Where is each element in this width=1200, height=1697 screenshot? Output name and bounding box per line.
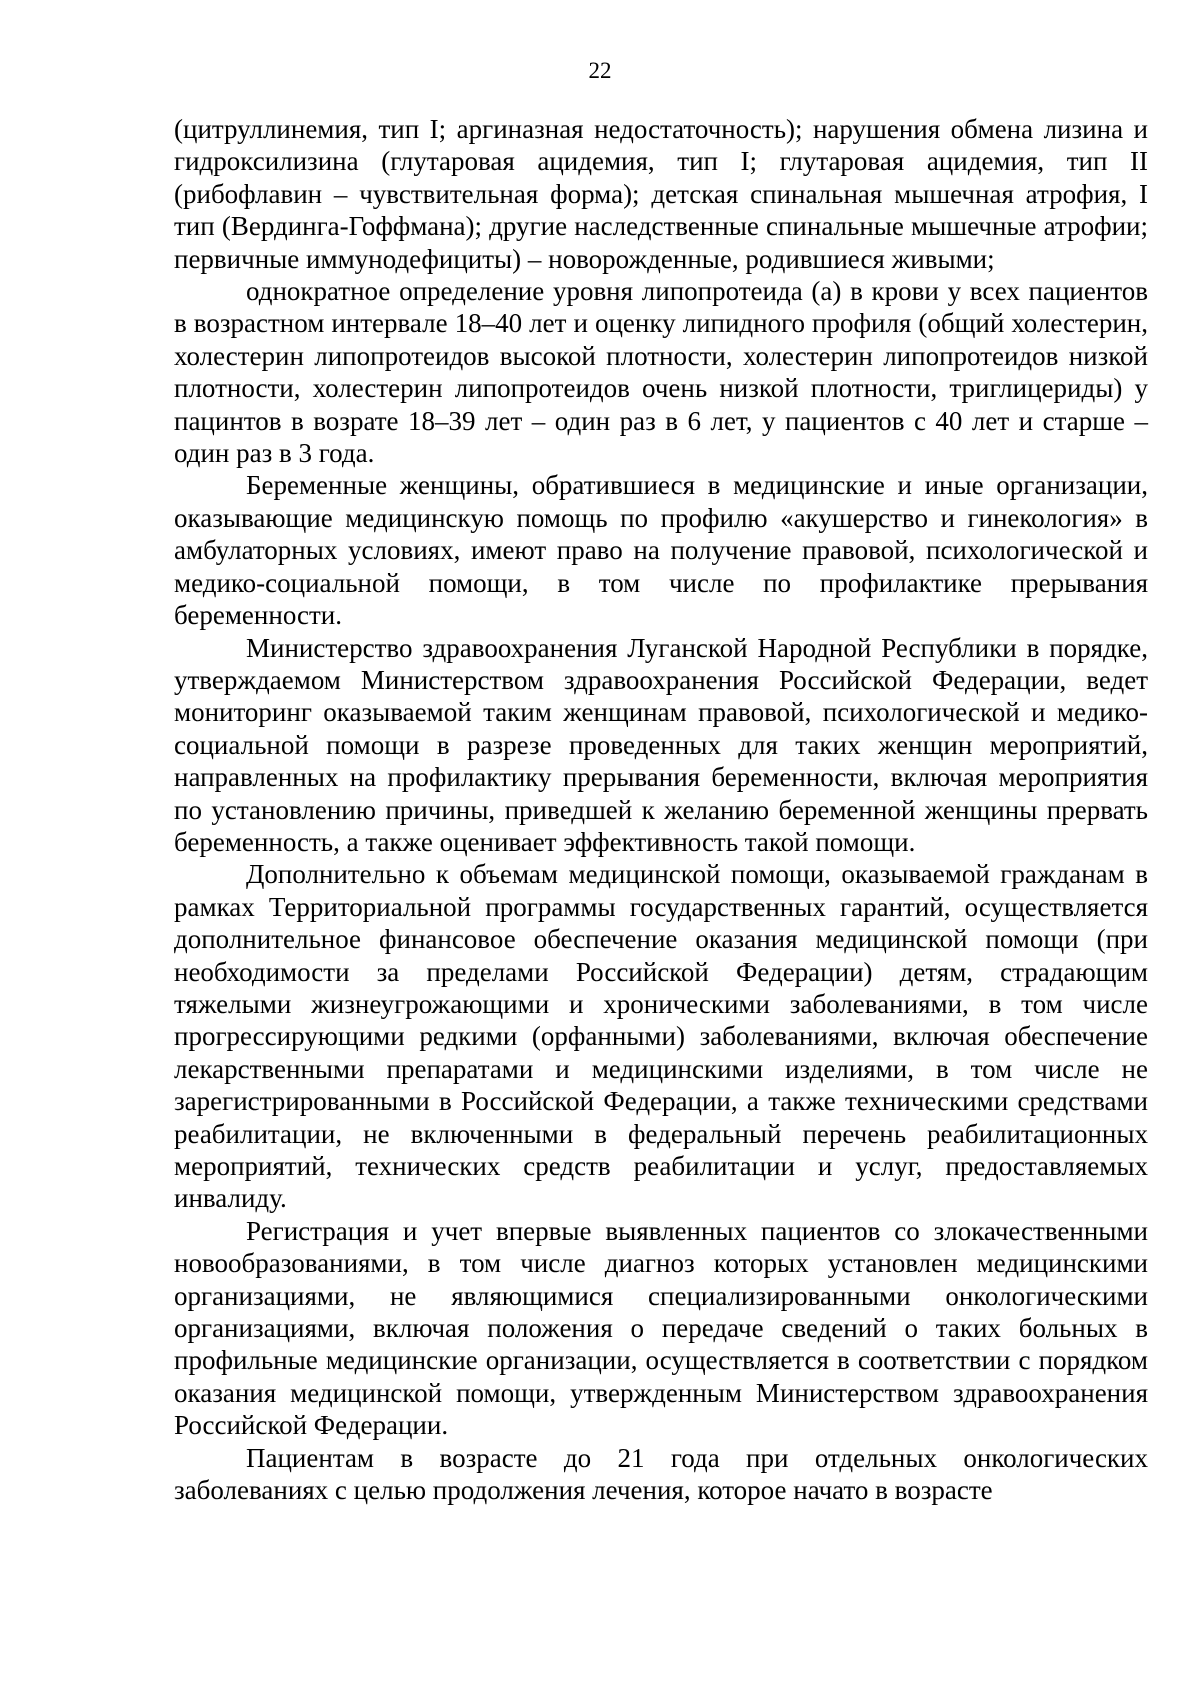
document-body — [174, 113, 1148, 1506]
paragraph-lipoprotein-screening: однократное определение уровня липопротеида (а) в крови у всех пациентов в возрастном интервале 18–40 лет и оценку липидного профиля (общий холестерин, холестерин липопротеидов высокой плотности, холестерин липопротеидов низкой плотности, холестерин липопротеидов очень низкой плотности, триглицериды) у пацинтов в возрате 18–39 лет – один раз в 6 лет, у пациентов с 40 лет и старше – один раз в 3 года. — [174, 276, 1148, 469]
paragraph-oncology-registration: Регистрация и учет впервые выявленных пациентов со злокачественными новообразованиями, в том числе диагноз которых установлен медицинскими организациями, не являющимися специализированными онкологическими организациями, включая положения о передаче сведений о таких больных в профильные медицинские организации, осуществляется в соответствии с порядком оказания медицинской помощи, утвержденным Министерством здравоохранения Российской Федерации. — [174, 1215, 1148, 1441]
paragraph-ministry-monitoring: Министерство здравоохранения Луганской Народной Республики в порядке, утверждаемом Министерством здравоохранения Российской Федерации, ведет мониторинг оказываемой таким женщинам правовой, психологической и медико-социальной помощи в разрезе проведенных для таких женщин мероприятий, направленных на профилактику прерывания беременности, включая мероприятия по установлению причины, приведшей к желанию беременной женщины прервать беременность, а также оценивает эффективность такой помощи. — [174, 632, 1148, 857]
paragraph-pregnant-women-support: Беременные женщины, обратившиеся в медицинские и иные организации, оказывающие медицинскую помощь по профилю «акушерство и гинекология» в амбулаторных условиях, имеют право на получение правовой, психологической и медико-социальной помощи, в том числе по профилактике прерывания беременности. — [174, 470, 1148, 631]
page-number: 22 — [588, 58, 612, 83]
paragraph-additional-financing: Дополнительно к объемам медицинской помощи, оказываемой гражданам в рамках Территориальной программы государственных гарантий, осуществляется дополнительное финансовое обеспечение оказания медицинской помощи (при необходимости за пределами Российской Федерации) детям, страдающим тяжелыми жизнеугрожающими и хроническими заболеваниями, в том числе прогрессирующими редкими (орфанными) заболеваниями, включая обеспечение лекарственными препаратами и медицинскими изделиями, в том числе не зарегистрированными в Российской Федерации, а также техническими средствами реабилитации, не включенными в федеральный перечень реабилитационных мероприятий, технических средств реабилитации и услуг, предоставляемых инвалиду. — [174, 859, 1148, 1214]
paragraph-young-patients-oncology: Пациентам в возрасте до 21 года при отдельных онкологических заболеваниях с целью продолжения лечения, которое начато в возрасте — [174, 1442, 1148, 1506]
paragraph-continuation: (цитруллинемия, тип I; аргиназная недостаточность); нарушения обмена лизина и гидроксилизина (глутаровая ацидемия, тип I; глутаровая ацидемия, тип II (рибофлавин – чувствительная форма); детская спинальная мышечная атрофия, I тип (Вердинга-Гоффмана); другие наследственные спинальные мышечные атрофии; первичные иммунодефициты) – новорожденные, родившиеся живыми; — [174, 114, 1148, 274]
